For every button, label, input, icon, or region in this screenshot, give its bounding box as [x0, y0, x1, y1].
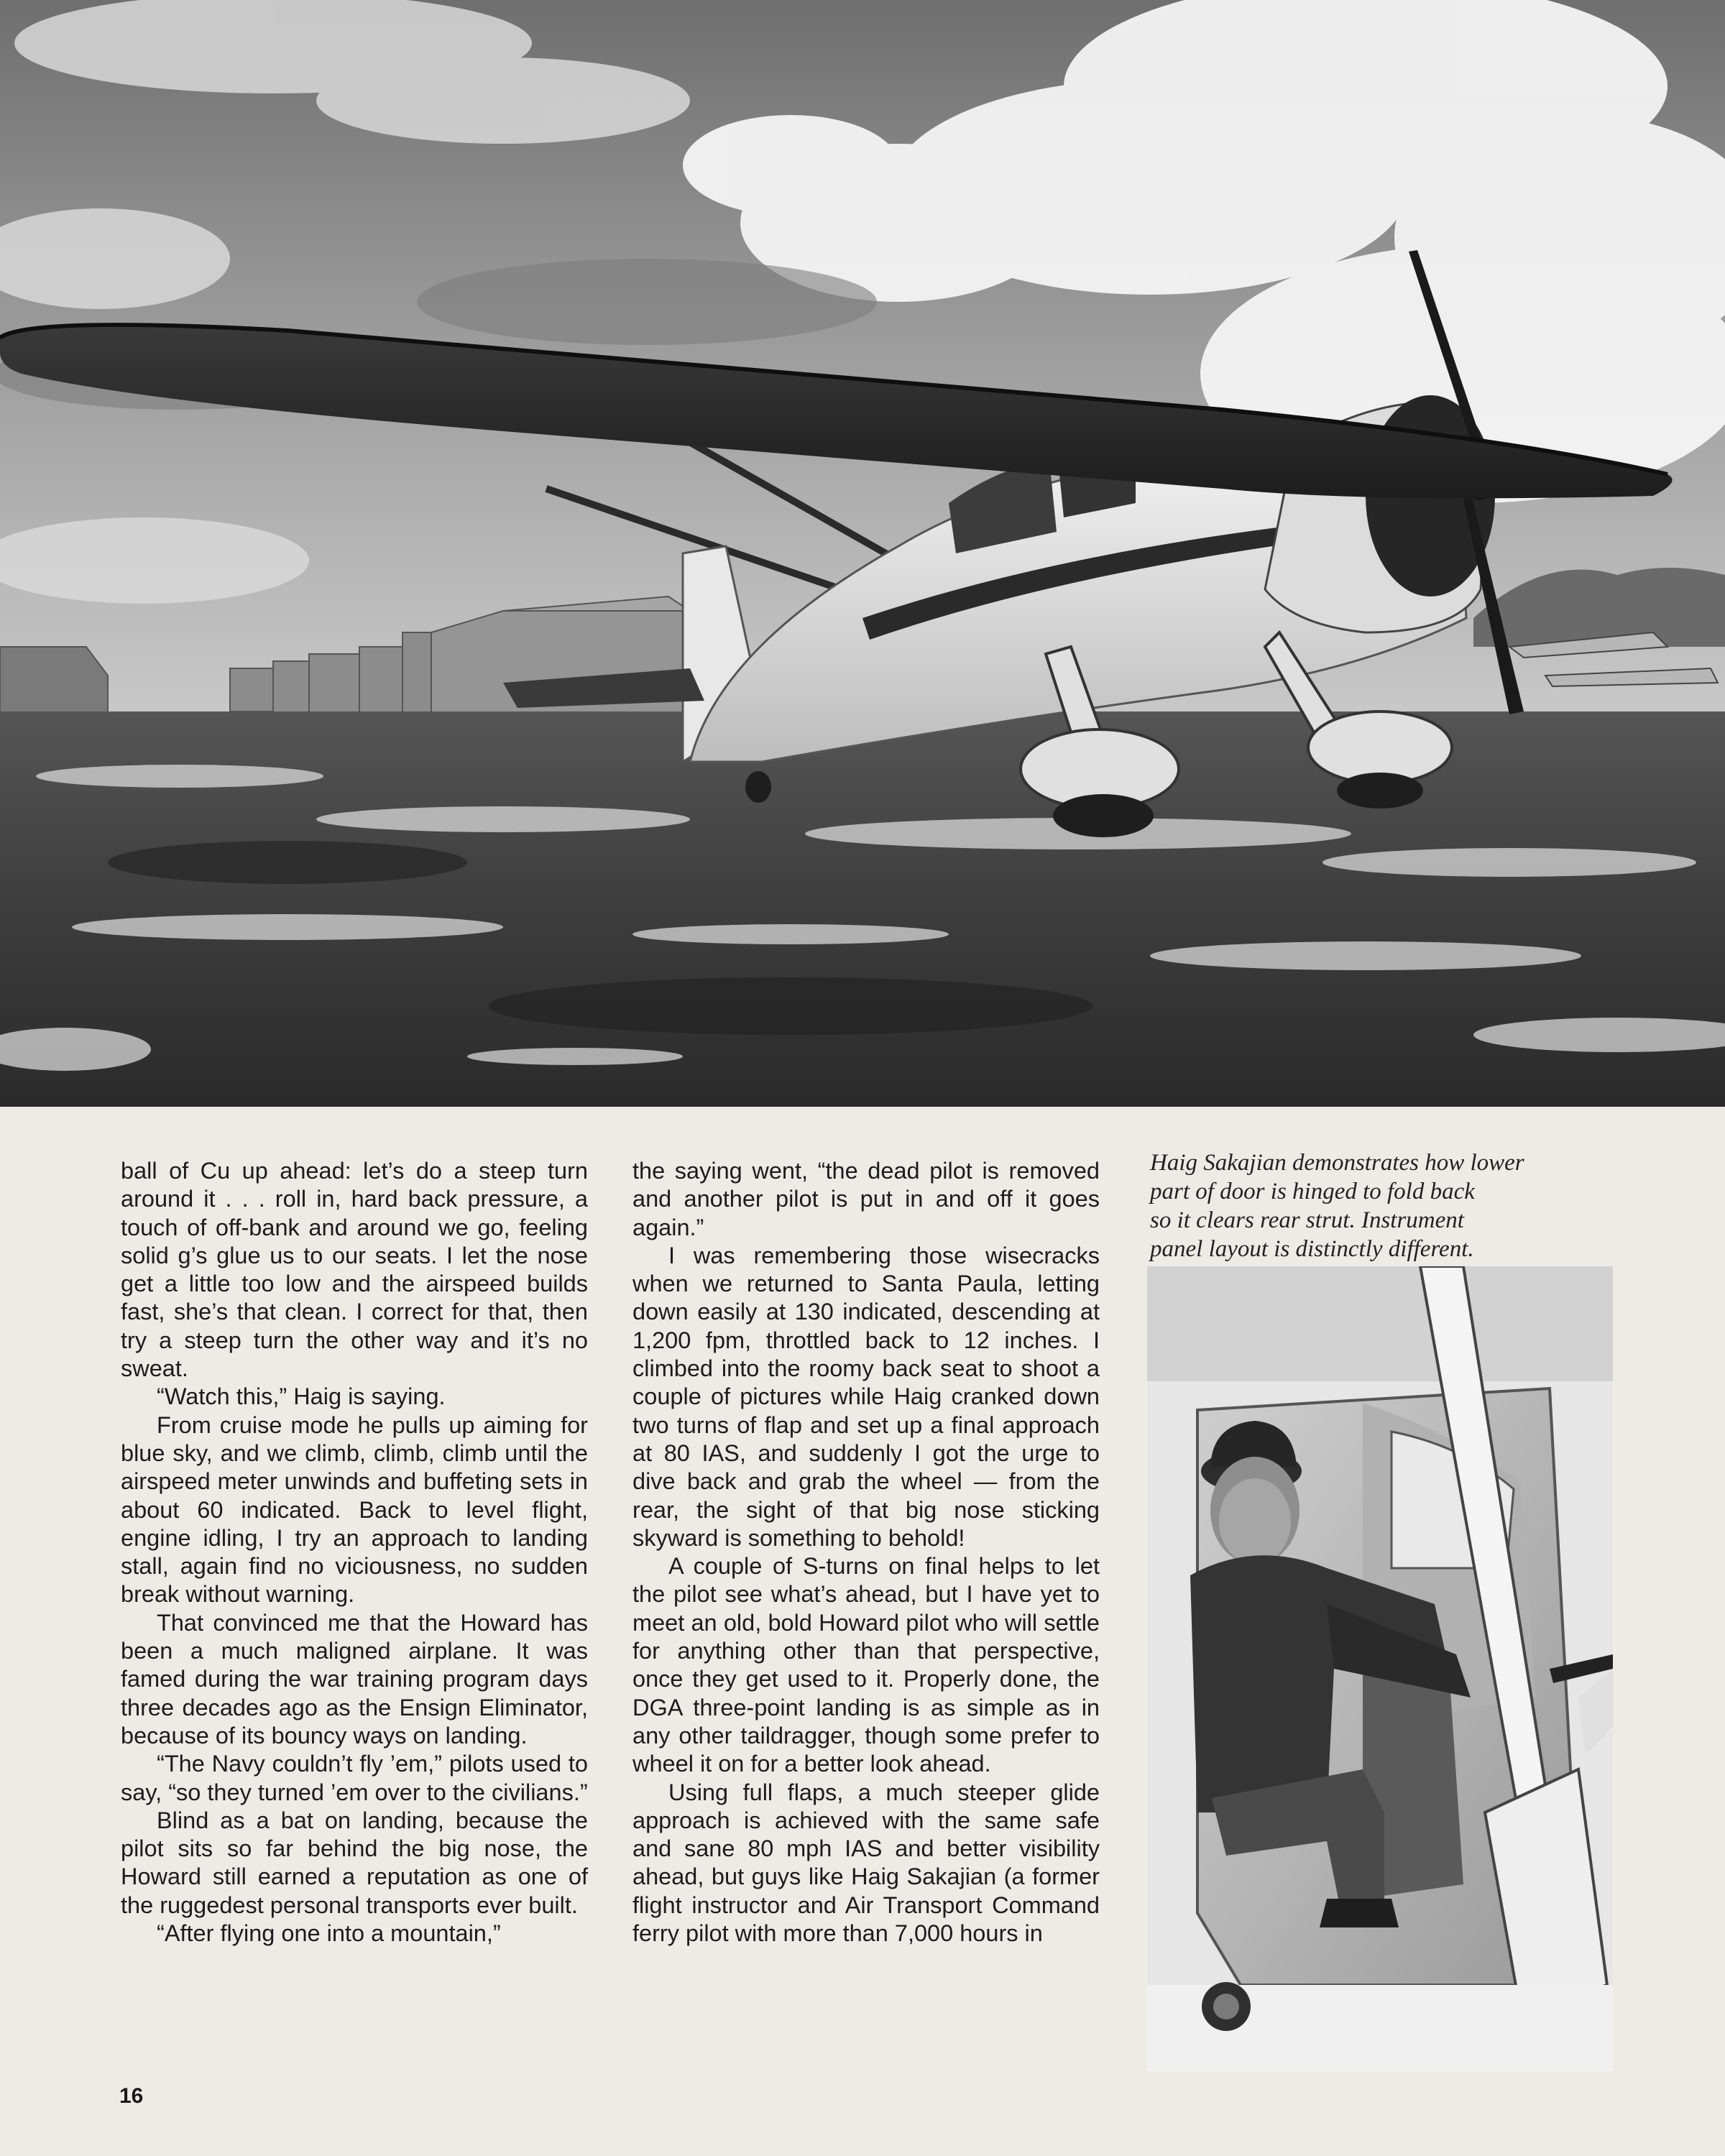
- inset-photo: [1147, 1266, 1613, 2071]
- text-column-2: [632, 1157, 1100, 1948]
- caption-line: Haig Sakajian demonstrates how lower: [1150, 1150, 1524, 1176]
- inset-photo-illustration: [1147, 1266, 1613, 2071]
- paragraph: I was remembering those wisecracks when we returned to Santa Paula, letting down easily at 130 indicated, descending at 1,200 fpm, throttled back to 12 inches. I climbed into the roomy back seat to shoot a couple of pictures while Haig cranked down two turns of flap and set up a final approach at 80 IAS, and suddenly I got the urge to dive back and grab the wheel — from the rear, the sight of that big nose sticking skyward is something to behold!: [632, 1242, 1100, 1551]
- paragraph: From cruise mode he pulls up aiming for blue sky, and we climb, climb, climb until the airspeed meter unwinds and buffeting sets in about 60 indicated. Back to level flight, engine idling, I try an approach to landing stall, again find no viciousness, no sudden break without warning.: [121, 1411, 588, 1608]
- caption-line: so it clears rear strut. Instrument: [1150, 1207, 1464, 1233]
- paragraph: the saying went, “the dead pilot is removed and another pilot is put in and off it goes again.”: [632, 1158, 1100, 1240]
- text-column-1: [121, 1157, 588, 1948]
- caption-line: part of door is hinged to fold back: [1150, 1179, 1475, 1204]
- paragraph: “The Navy couldn’t fly ’em,” pilots used to say, “so they turned ’em over to the civilians.”: [121, 1751, 588, 1805]
- paragraph: “Watch this,” Haig is saying.: [157, 1383, 446, 1410]
- photo-caption: [1150, 1148, 1624, 1263]
- paragraph: Blind as a bat on landing, because the pilot sits so far behind the big nose, the Howard still earned a reputation as one of the ruggedest personal transports ever built.: [121, 1807, 588, 1918]
- caption-line: panel layout is distinctly different.: [1150, 1236, 1474, 1262]
- paragraph: That convinced me that the Howard has been a much maligned airplane. It was famed during the war training program days three decades ago as the Ensign Eliminator, because of its bouncy ways on landing.: [121, 1609, 588, 1749]
- paragraph: “After flying one into a mountain,”: [157, 1920, 501, 1947]
- paragraph: ball of Cu up ahead: let’s do a steep turn around it . . . roll in, hard back pressure, a touch of off-bank and around we go, feeling solid g’s glue us to our seats. I let the nose get a little too low and the airspeed builds fast, she’s that clean. I correct for that, then try a steep turn the other way and it’s no sweat.: [121, 1158, 588, 1382]
- paragraph: A couple of S-turns on final helps to let the pilot see what’s ahead, but I have yet to meet an old, bold Howard pilot who will settle for anything other than that perspective, once they get used to it. Properly done, the DGA three-point landing is as simple as in any other taildragger, though some prefer to wheel it on for a better look ahead.: [632, 1553, 1100, 1777]
- paragraph: Using full flaps, a much steeper glide approach is achieved with the same safe and sane 80 mph IAS and better visibility ahead, but guys like Haig Sakajian (a former flight instructor and Air Transport Command ferry pilot with more than 7,000 hours in: [632, 1779, 1100, 1947]
- page-number: 16: [119, 2084, 144, 2108]
